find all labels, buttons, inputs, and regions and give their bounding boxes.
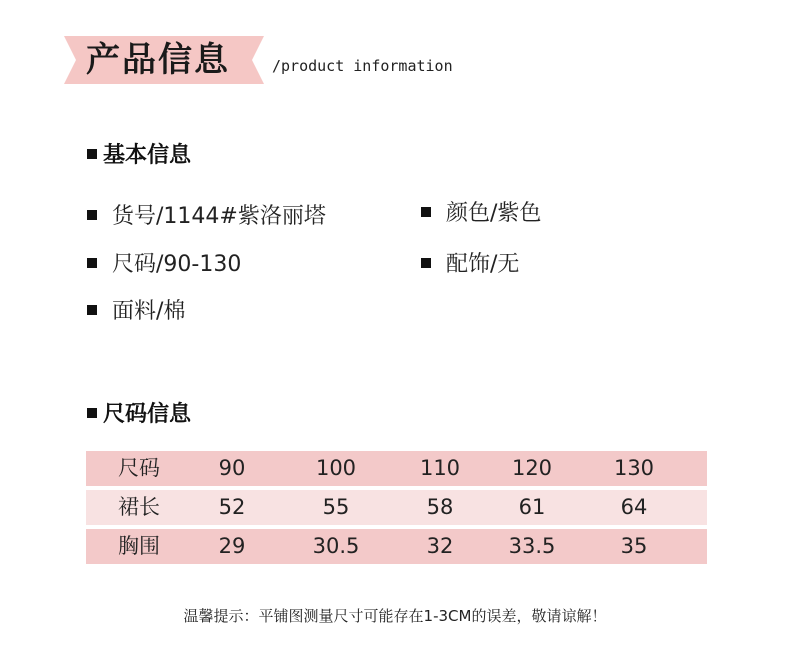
row-label: 胸围 bbox=[118, 534, 160, 558]
table-cell: 58 bbox=[426, 495, 454, 519]
bullet-square-icon bbox=[87, 258, 97, 268]
table-cell: 32 bbox=[426, 534, 454, 558]
size-table bbox=[86, 451, 707, 568]
info-item-label: 配饰/无 bbox=[446, 252, 520, 277]
table-row bbox=[86, 451, 707, 486]
table-cell: 33.5 bbox=[508, 534, 556, 558]
bullet-square-icon bbox=[421, 207, 431, 217]
info-item-fabric bbox=[87, 294, 185, 325]
basic-info-heading-label: 基本信息 bbox=[103, 143, 192, 168]
table-cell: 52 bbox=[218, 495, 246, 519]
table-cell: 120 bbox=[511, 456, 553, 480]
table-cell: 130 bbox=[613, 456, 655, 480]
info-item-label: 颜色/紫色 bbox=[446, 201, 542, 226]
bullet-square-icon bbox=[87, 408, 97, 418]
table-cell: 100 bbox=[315, 456, 357, 480]
page-subtitle: /product information bbox=[272, 57, 453, 75]
table-row bbox=[86, 529, 707, 564]
table-cell: 55 bbox=[322, 495, 350, 519]
bullet-square-icon bbox=[87, 210, 97, 220]
bullet-square-icon bbox=[421, 258, 431, 268]
bullet-square-icon bbox=[87, 305, 97, 315]
table-cell: 29 bbox=[218, 534, 246, 558]
info-item-size bbox=[87, 247, 241, 278]
info-item-sku bbox=[87, 199, 326, 230]
info-item-accessory bbox=[421, 247, 519, 278]
header-ribbon bbox=[64, 36, 264, 84]
info-item-label: 面料/棉 bbox=[112, 299, 186, 324]
table-cell: 35 bbox=[620, 534, 648, 558]
row-label: 裙长 bbox=[118, 495, 160, 519]
table-row bbox=[86, 490, 707, 525]
info-item-label: 货号/1144#紫洛丽塔 bbox=[112, 204, 326, 229]
info-item-label: 尺码/90-130 bbox=[112, 252, 242, 277]
size-info-heading-label: 尺码信息 bbox=[103, 402, 192, 427]
table-cell: 90 bbox=[218, 456, 246, 480]
footer-note: 温馨提示：平铺图测量尺寸可能存在1-3CM的误差，敬请谅解！ bbox=[183, 607, 607, 625]
page-title: 产品信息 bbox=[86, 40, 230, 80]
table-cell: 30.5 bbox=[312, 534, 360, 558]
table-cell: 110 bbox=[419, 456, 461, 480]
basic-info-heading bbox=[87, 138, 191, 169]
row-label: 尺码 bbox=[118, 456, 160, 480]
info-item-color bbox=[421, 196, 541, 227]
table-cell: 64 bbox=[620, 495, 648, 519]
size-info-heading bbox=[87, 397, 191, 428]
table-cell: 61 bbox=[518, 495, 546, 519]
bullet-square-icon bbox=[87, 149, 97, 159]
